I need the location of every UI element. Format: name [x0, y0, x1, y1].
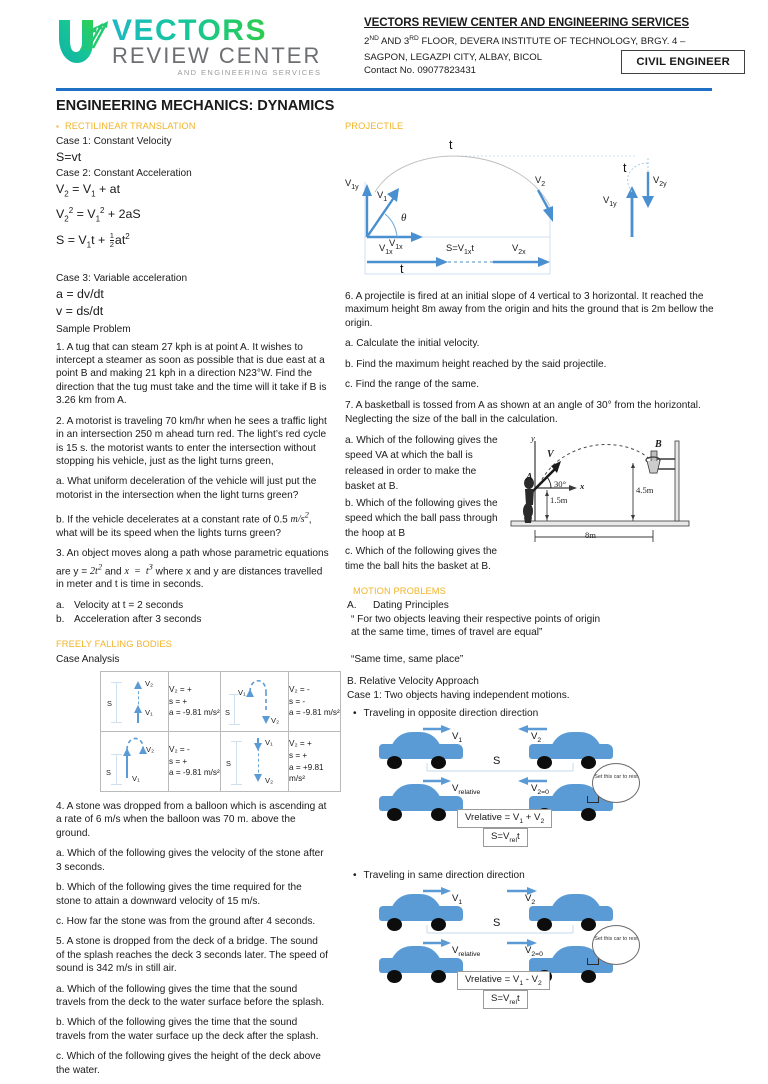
problem-2b-unit: $m/s^2$ — [290, 511, 309, 526]
case-analysis-label: Case Analysis — [56, 654, 120, 666]
basketball-label-span: 8m — [585, 530, 596, 541]
problem-6: 6. A projectile is fired at an initial slope of 4 vertical to 3 horizontal. It reached the maximum height 8m away from the origin and hits the ground that is 2m bellow the origin. — [345, 291, 714, 329]
addr-rest: FLOOR, DEVERA INSTITUTE OF TECHNOLOGY, BRGY. 4 – — [418, 36, 686, 48]
car-diagram-opposite — [379, 723, 689, 844]
problem-7-subitems — [345, 433, 503, 574]
section-heading-freely-falling: FREELY FALLING BODIES — [56, 639, 172, 650]
addr-sup-2: RD — [409, 35, 419, 42]
case-3-val-1: V₂ = - — [169, 745, 190, 755]
case-4-s-label: S — [226, 759, 231, 769]
basketball-label-a: A — [526, 472, 533, 484]
motion-item-a-label: A. — [347, 600, 357, 612]
projectile-label-v2: $V_2$ — [535, 174, 546, 188]
left-column — [0, 118, 340, 1084]
motion-item-a — [347, 599, 742, 613]
case-3-v-top: V₂ — [146, 745, 155, 755]
problem-2a: a. What uniform deceleration of the vehicle will just put the motorist in the intersection when the light turns green? — [56, 476, 317, 501]
car-label-vrelative-same: $V_{relative}$ — [452, 944, 481, 958]
bullet-same-direction: • Traveling in same direction direction — [353, 869, 742, 883]
problem-3-text-3: where x and y are distances travelled in meter and t is time in seconds. — [56, 566, 323, 591]
car-label-v2-zero-same: $V_{2=0}$ — [525, 944, 543, 958]
equation-a-dvdt: a = dv/dt — [56, 286, 104, 301]
problem-6b: b. Find the maximum height reached by the said projectile. — [345, 358, 607, 370]
problem-3 — [56, 547, 329, 592]
problem-7: 7. A basketball is tossed from A as shown at an angle of 30° from the horizontal. Neglecting the size of the ball in the calculation. — [345, 400, 701, 425]
addr-num-1: 2 — [364, 36, 370, 48]
projectile-label-t-right: t — [623, 161, 627, 175]
case-2-label: Case 2: Constant Acceleration — [56, 168, 192, 179]
case-2-val-1: V₂ = - — [289, 685, 310, 695]
organization-address-line-1 — [364, 32, 750, 49]
projectile-label-t-top: t — [449, 138, 453, 152]
case-2-s-label: S — [225, 708, 230, 718]
formula-grid — [56, 149, 329, 320]
logo-word-review-center: REVIEW CENTER — [112, 43, 322, 68]
problem-2b — [56, 509, 329, 540]
discipline-badge: CIVIL ENGINEER — [621, 50, 745, 74]
case-2-val-2: s = - — [289, 696, 306, 706]
problem-3-eq-y: $2t^2$ — [89, 562, 103, 578]
case-values-1 — [169, 672, 221, 732]
page-title: ENGINEERING MECHANICS: DYNAMICS — [56, 98, 335, 114]
problem-2b-text-2: , what will be its speed when the lights turns green? — [56, 514, 312, 539]
car-label-v2-opposite: $V_2$ — [531, 730, 542, 744]
addr-mid: AND 3 — [378, 36, 410, 48]
problem-4a: a. Which of the following gives the velocity of the stone after 3 seconds. — [56, 848, 324, 873]
problem-6c: c. Find the range of the same. — [345, 379, 480, 391]
section-heading-motion-problems: MOTION PROBLEMS — [353, 586, 446, 597]
motion-quote-line-3: “Same time, same place” — [351, 653, 464, 665]
organization-contact: Contact No. 09077823431 — [364, 65, 477, 77]
motion-item-a-text: Dating Principles — [373, 600, 449, 612]
case-4-v-bottom: V₂ — [265, 776, 274, 786]
car-label-vrelative-opposite: $V_{relative}$ — [452, 782, 481, 796]
problem-4c: c. How far the stone was from the ground after 4 seconds. — [56, 915, 316, 927]
car-label-s-same: S — [493, 916, 501, 929]
problem-3a-label: a. — [56, 599, 65, 611]
motion-item-b: B. Relative Velocity Approach — [347, 676, 479, 688]
problem-6a: a. Calculate the initial velocity. — [345, 338, 480, 350]
projectile-label-v1x-bottom: $V_{1x}$ — [379, 242, 393, 256]
case-3-s-label: S — [106, 768, 111, 778]
problem-7b: b. Which of the following gives the speed which the ball pass through the hoop at B — [345, 498, 498, 540]
section-heading-rectilinear: ▪ RECTILINEAR TRANSLATION — [56, 121, 329, 131]
problem-5b: b. Which of the following gives the time that the sound travels from the water surface up the deck after the splash. — [56, 1017, 319, 1042]
projectile-label-t-bottom: t — [400, 262, 404, 276]
equation-v2-squared: $V_2^2 = V_1^2 + 2aS$ — [56, 206, 141, 225]
basketball-figure — [503, 433, 693, 551]
motion-quote-line-2: at the same time, times of travel are equal” — [351, 627, 543, 639]
case-4-arrows — [221, 732, 289, 792]
case-diagram-2 — [221, 672, 289, 732]
sample-problem-heading: Sample Problem — [56, 323, 131, 335]
table-row — [101, 672, 341, 732]
vectors-checkmark-arrows-logo-icon — [56, 14, 110, 66]
problem-5a: a. Which of the following gives the time that the sound travels from the deck to the water surface before the splash. — [56, 983, 325, 1008]
case-3-val-2: s = + — [169, 756, 188, 766]
problem-7c: c. Which of the following gives the time the ball hits the basket at B. — [345, 545, 498, 572]
case-1-label: Case 1: Constant Velocity — [56, 136, 172, 147]
case-values-3 — [169, 732, 221, 792]
organization-address-line-2: SAGPON, LEGAZPI CITY, ALBAY, BICOL — [364, 51, 543, 63]
motion-case-1: Case 1: Two objects having independent motions. — [347, 690, 570, 702]
basketball-label-angle: 30° — [554, 479, 567, 490]
basketball-label-height-2: 4.5m — [636, 485, 654, 496]
projectile-label-v1: $V_1$ — [377, 189, 388, 203]
projectile-label-v2x: $V_{2x}$ — [512, 242, 526, 256]
organization-name: VECTORS REVIEW CENTER AND ENGINEERING SERVICES — [364, 16, 690, 29]
case-1-s-label: S — [107, 699, 112, 709]
basketball-label-b: B — [655, 439, 662, 451]
problem-3-eq-x: $x = t^3$ — [124, 562, 153, 578]
logo-word-vectors: VECTORS — [112, 16, 321, 46]
case-2-val-3: a = -9.81 m/s² — [289, 708, 340, 718]
car-label-v2-same: $V_2$ — [525, 892, 536, 906]
equation-s-displacement: $S = V_1t$ + $\frac{1}{2}$ $at^2$ — [56, 230, 130, 250]
case-values-2 — [289, 672, 341, 732]
section-heading-projectile: PROJECTILE — [345, 121, 404, 131]
projectile-label-v2y-right: $V_{2y}$ — [653, 174, 667, 188]
problem-3-text-1: 3. An object moves along a path whose parametric equations are y = — [56, 548, 329, 578]
case-4-val-2: s = + — [289, 750, 308, 760]
problem-3b-label: b. — [56, 614, 65, 626]
case-1-val-1: V₂ = + — [169, 685, 192, 695]
problem-4: 4. A stone was dropped from a balloon which is ascending at a rate of 6 m/s when the balloon was 70 m. above the ground. — [56, 801, 327, 839]
basketball-figure-svg — [503, 433, 693, 551]
basketball-label-v: V — [547, 449, 554, 461]
projectile-label-v1y: $V_{1y}$ — [345, 177, 359, 191]
case-diagram-1 — [101, 672, 169, 732]
formula-grid-right — [56, 254, 216, 320]
basketball-label-y: y — [531, 433, 535, 444]
car-diagram-same — [379, 885, 689, 1006]
case-4-val-3: a = +9.81 m/s² — [289, 762, 324, 784]
logo-svg — [56, 14, 110, 66]
problem-7-with-figure — [345, 433, 742, 574]
problem-3a-text: Velocity at t = 2 seconds — [74, 599, 184, 611]
case-1-val-2: s = + — [169, 696, 188, 706]
problem-3b — [56, 613, 329, 627]
equation-v2: $V_2 = V_1$ + at — [56, 182, 121, 199]
header-divider — [56, 88, 712, 91]
case-4-val-1: V₂ = + — [289, 739, 312, 749]
fraction-one-half: $\frac{1}{2}$ — [109, 230, 114, 249]
projectile-diagram — [345, 134, 755, 282]
problem-5: 5. A stone is dropped from the deck of a bridge. The sound of the splash reaches the deck 3 seconds later. The speed of sound is 342 m/s in still air. — [56, 936, 328, 975]
motion-quote-line-1: “ For two objects leaving their respective points of origin — [351, 613, 601, 625]
problem-7a: a. Which of the following gives the speed VA at which the ball is released in order to make the basket at B. — [345, 435, 498, 492]
addr-sup-1: ND — [369, 35, 379, 42]
car-label-v2-zero-opposite: $V_{2=0}$ — [531, 782, 549, 796]
car-equation-s-opposite: $S=V_{rel}t$ — [483, 828, 528, 847]
case-2-v-top: V₁ — [238, 688, 246, 698]
car-label-s-opposite: S — [493, 754, 501, 767]
table-row — [101, 732, 341, 792]
car-label-v1-same: $V_1$ — [452, 892, 463, 906]
car-equation-vrel-same: Vrelative = $V_1 - V_2$ — [457, 971, 550, 990]
problem-5c: c. Which of the following gives the height of the deck above the water. — [56, 1051, 321, 1076]
case-diagram-3 — [101, 732, 169, 792]
projectile-label-s-equation: $S=V_{1x}t$ — [446, 242, 474, 256]
brand-logo — [56, 10, 356, 77]
car-equation-s-same: $S=V_{rel}t$ — [483, 990, 528, 1009]
problem-1: 1. A tug that can steam 27 kph is at point A. It wishes to intercept a steamer as soon as possible that is due east at a point B and making 21 kph in a direction N23°W. Find the direction that the tug must take and the time will it take if B is 3.26 km from A. — [56, 341, 327, 407]
problem-3a — [56, 599, 329, 613]
projectile-label-theta: θ — [401, 212, 407, 224]
case-diagram-4 — [221, 732, 289, 792]
projectile-label-v1y-right: $V_{1y}$ — [603, 194, 617, 208]
car-equation-vrel-opposite: Vrelative = $V_1 + V_2$ — [457, 809, 552, 828]
problem-2b-text-1: b. If the vehicle decelerates at a constant rate of 0.5 — [56, 514, 291, 526]
content-columns — [0, 118, 768, 1084]
problem-3-text-2: and — [102, 566, 125, 578]
basketball-label-height-1: 1.5m — [550, 495, 568, 506]
problem-3-subitems — [56, 599, 329, 627]
case-3-arrows — [101, 732, 169, 792]
case-3-label: Case 3: Variable acceleration — [56, 272, 188, 284]
basketball-label-x: x — [580, 481, 585, 492]
page-header — [0, 0, 768, 86]
right-column — [335, 118, 768, 1084]
car-rest-bubble-same: Set this car to rest — [592, 925, 640, 965]
case-2-v-bottom: V₂ — [271, 716, 280, 726]
equation-v-dsdt: v = ds/dt — [56, 303, 104, 318]
projectile-diagram-svg — [345, 134, 755, 282]
formula-grid-left — [56, 149, 221, 254]
organization-info — [356, 10, 750, 78]
problem-2: 2. A motorist is traveling 70 km/hr when he sees a traffic light in an intersection 250 m ahead turn red. The light’s red cycle is 15 s. the motorist wants to enter the intersection without stopping his vehicle, just as the light turns green, — [56, 415, 327, 467]
case-4-v-top: V₁ — [265, 738, 273, 748]
case-1-val-3: a = -9.81 m/s² — [169, 708, 220, 718]
equation-s-vt: S=vt — [56, 150, 82, 164]
case-3-v-bottom: V₁ — [132, 774, 140, 784]
car-rest-bubble-opposite: Set this car to rest — [592, 763, 640, 803]
problem-4b: b. Which of the following gives the time required for the stone to attain a downward velocity of 15 m/s. — [56, 882, 302, 907]
projectile-label-v1x-axis: $V_{1x}$ — [389, 237, 403, 251]
car-label-v1-opposite: $V_1$ — [452, 730, 463, 744]
case-values-4 — [289, 732, 341, 792]
case-analysis-table — [100, 671, 341, 792]
case-3-val-3: a = -9.81 m/s² — [169, 768, 220, 778]
bullet-opposite-direction: • Traveling in opposite direction direction — [353, 707, 742, 721]
problem-3b-text: Acceleration after 3 seconds — [74, 614, 202, 626]
case-1-v-top: V₂ — [145, 679, 154, 689]
case-1-v-bottom: V₁ — [145, 708, 153, 718]
logo-tagline: AND ENGINEERING SERVICES — [177, 68, 322, 77]
